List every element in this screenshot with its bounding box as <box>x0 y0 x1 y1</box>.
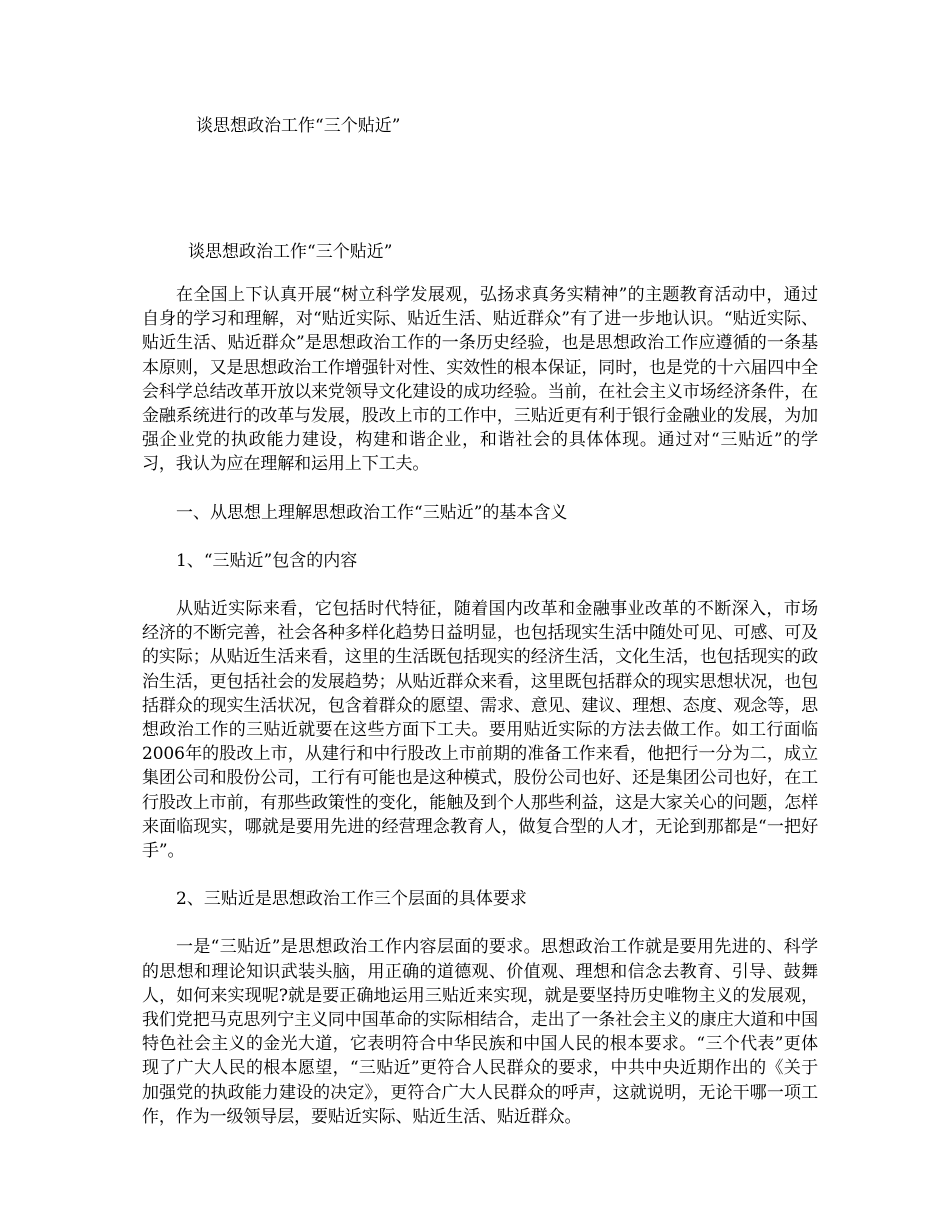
paragraph-content-2: 一是“三贴近”是思想政治工作内容层面的要求。思想政治工作就是要用先进的、科学的思想和理论知识武装头脑，用正确的道德观、价值观、理想和信念去教育、引导、鼓舞人，如何来实现呢?就是要正确地运用三贴近来实现，就是要坚持历史唯物主义的发展观，我们党把马克思列宁主义同中国革命的实际相结合，走出了一条社会主义的康庄大道和中国特色社会主义的金光大道，它表明符合中华民族和中国人民的根本要求。“三个代表”更体现了广大人民的根本愿望，“三贴近”更符合人民群众的要求，中共中央近期作出的《关于加强党的执政能力建设的决定》，更符合广大人民群众的呼声，这就说明，无论干哪一项工作，作为一级领导层，要贴近实际、贴近生活、贴近群众。 <box>142 937 818 1127</box>
page-header-title: 谈思想政治工作“三个贴近” <box>196 116 401 136</box>
document-body <box>142 283 818 1153</box>
subsection-heading-1: 1、“三贴近”包含的内容 <box>176 550 358 571</box>
subsection-heading-2: 2、三贴近是思想政治工作三个层面的具体要求 <box>176 889 527 910</box>
paragraph-content-1: 从贴近实际来看，它包括时代特征，随着国内改革和金融事业改革的不断深入，市场经济的不断完善，社会各种多样化趋势日益明显，也包括现实生活中随处可见、可感、可及的实际；从贴近生活来看，这里的生活既包括现实的经济生活，文化生活，也包括现实的政治生活，更包括社会的发展趋势；从贴近群众来看，这里既包括群众的现实思想状况，也包括群众的现实生活状况，包含着群众的愿望、需求、意见、建议、理想、态度、观念等，思想政治工作的三贴近就要在这些方面下工夫。要用贴近实际的方法去做工作。如工行面临2006年的股改上市，从建行和中行股改上市前期的准备工作来看，他把行一分为二，成立集团公司和股份公司，工行有可能也是这种模式，股份公司也好、还是集团公司也好，在工行股改上市前，有那些政策性的变化，能触及到个人那些利益，这是大家关心的问题，怎样来面临现实，哪就是要用先进的经营理念教育人，做复合型的人才，无论到那都是“一把好手”。 <box>142 599 818 862</box>
section-heading-1: 一、从思想上理解思想政治工作“三贴近”的基本含义 <box>176 502 568 523</box>
paragraph-intro: 在全国上下认真开展“树立科学发展观，弘扬求真务实精神”的主题教育活动中，通过自身的学习和理解，对“贴近实际、贴近生活、贴近群众”有了进一步地认识。“贴近实际、贴近生活、贴近群众”是思想政治工作的一条历史经验，也是思想政治工作应遵循的一条基本原则，又是思想政治工作增强针对性、实效性的根本保证，同时，也是党的十六届四中全会科学总结改革开放以来党领导文化建设的成功经验。当前，在社会主义市场经济条件，在金融系统进行的改革与发展，股改上市的工作中，三贴近更有利于银行金融业的发展，为加强企业党的执政能力建设，构建和谐企业，和谐社会的具体体现。通过对“三贴近”的学习，我认为应在理解和运用上下工夫。 <box>142 285 818 475</box>
document-title: 谈思想政治工作“三个贴近” <box>188 242 393 262</box>
